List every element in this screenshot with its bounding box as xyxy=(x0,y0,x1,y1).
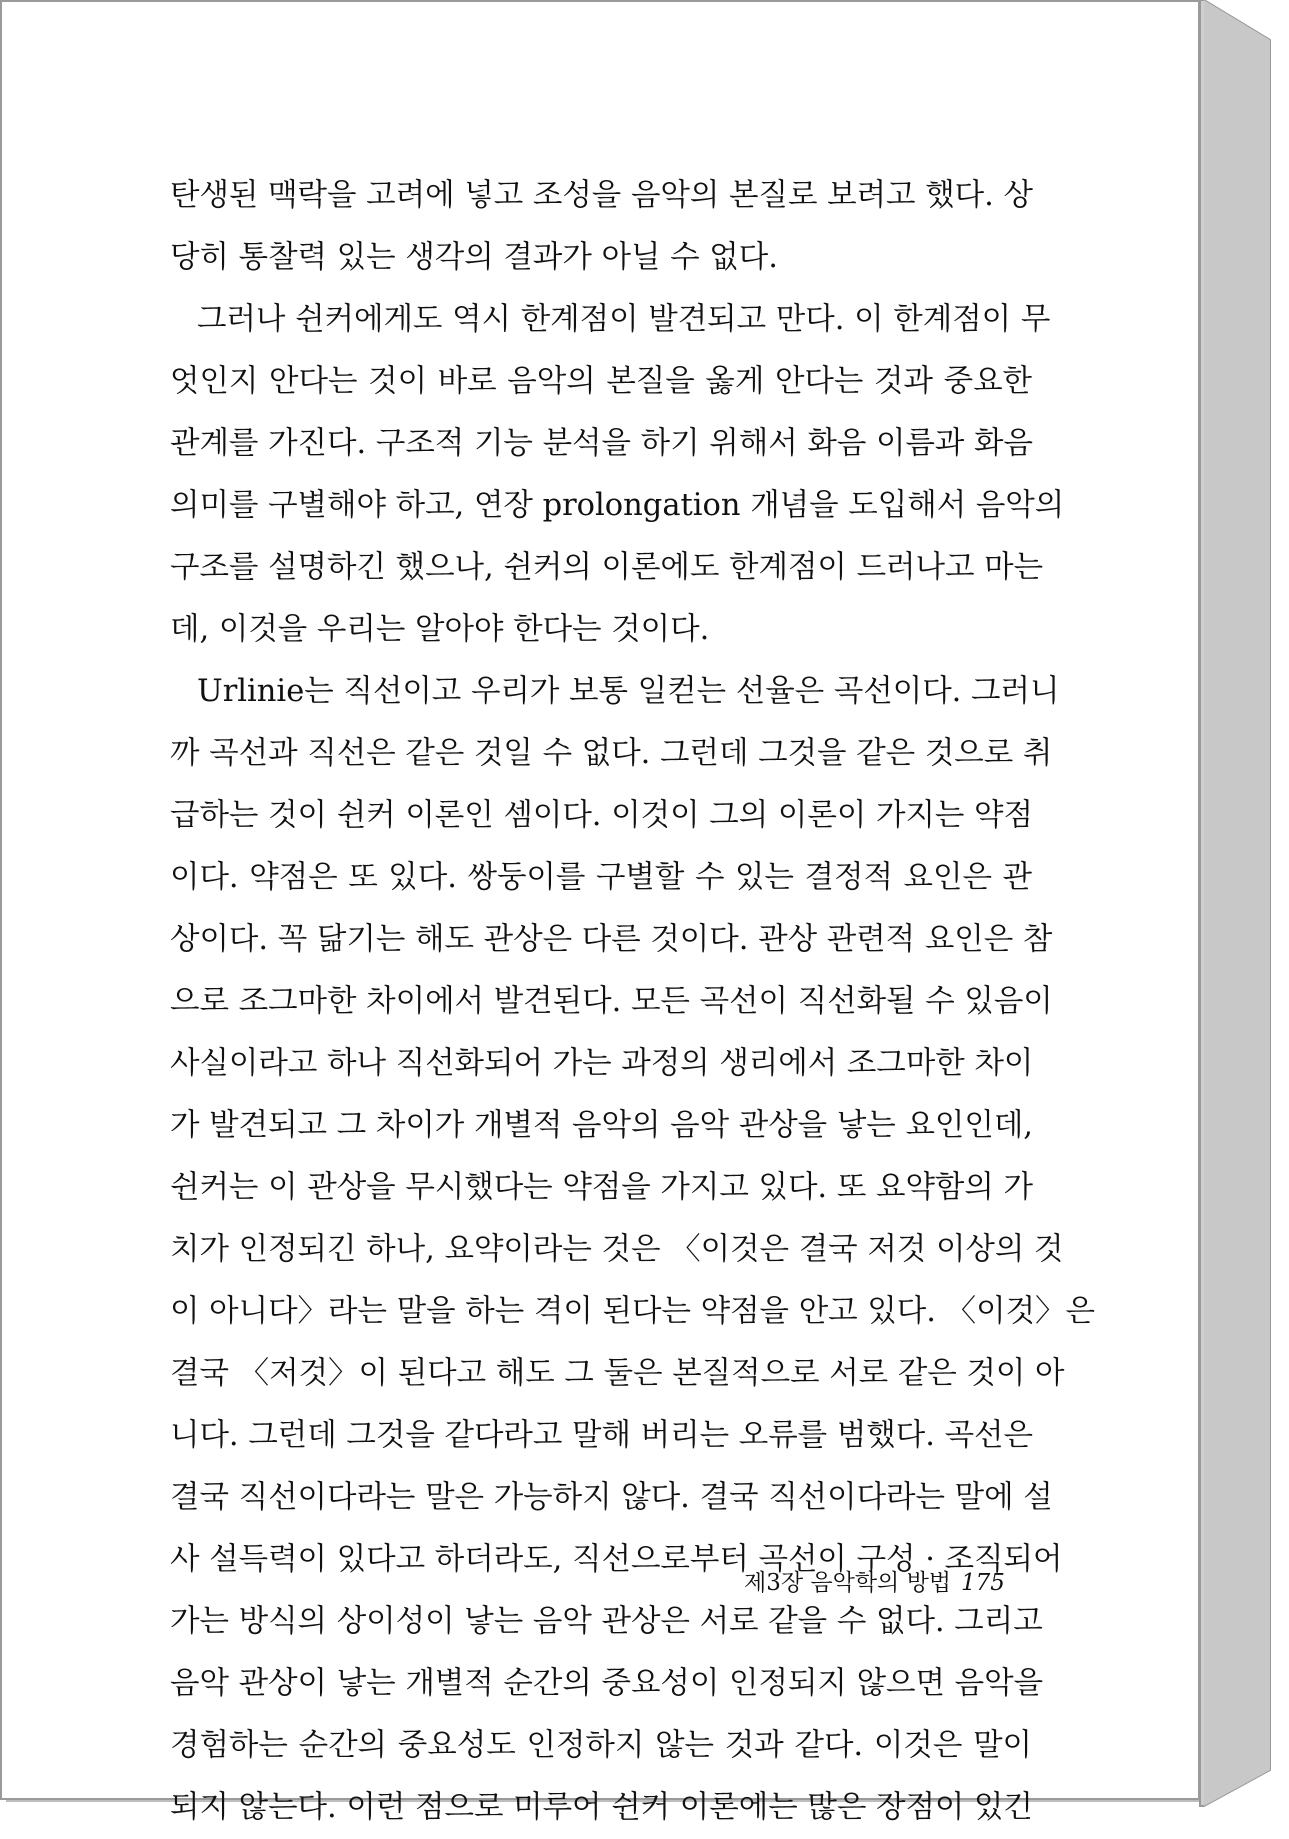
text-line: 구조를 설명하긴 했으나, 쉰커의 이론에도 한계점이 드러나고 마는 xyxy=(170,550,1044,585)
text-line: 되지 않는다. 이런 점으로 미루어 쉰커 이론에는 많은 장점이 있긴 xyxy=(170,1790,1033,1825)
text-line: 엇인지 안다는 것이 바로 음악의 본질을 옳게 안다는 것과 중요한 xyxy=(170,364,1032,399)
page-number: 175 xyxy=(961,1570,1005,1596)
text-line: 음악 관상이 낳는 개별적 순간의 중요성이 인정되지 않으면 음악을 xyxy=(170,1666,1044,1701)
text-line: 이 아니다〉라는 말을 하는 격이 된다는 약점을 안고 있다. 〈이것〉은 xyxy=(170,1294,1096,1329)
text-line: 데, 이것을 우리는 알아야 한다는 것이다. xyxy=(170,612,710,647)
text-line: 상이다. 꼭 닮기는 해도 관상은 다른 것이다. 관상 관련적 요인은 참 xyxy=(170,922,1053,957)
text-line: 이다. 약점은 또 있다. 쌍둥이를 구별할 수 있는 결정적 요인은 관 xyxy=(170,860,1032,895)
text-line: 그러나 쉰커에게도 역시 한계점이 발견되고 만다. 이 한계점이 무 xyxy=(197,302,1051,337)
text-line: Urlinie는 직선이고 우리가 보통 일컫는 선율은 곡선이다. 그러니 xyxy=(197,674,1060,709)
text-line: 쉰커는 이 관상을 무시했다는 약점을 가지고 있다. 또 요약함의 가 xyxy=(170,1170,1033,1205)
text-line: 경험하는 순간의 중요성도 인정하지 않는 것과 같다. 이것은 말이 xyxy=(170,1728,1032,1763)
text-line: 당히 통찰력 있는 생각의 결과가 아닐 수 없다. xyxy=(170,240,778,275)
text-line: 가 발견되고 그 차이가 개별적 음악의 음악 관상을 낳는 요인인데, xyxy=(170,1108,1033,1143)
text-line: 사 설득력이 있다고 하더라도, 직선으로부터 곡선이 구성 · 조직되어 xyxy=(170,1542,1063,1577)
chapter-title: 제3장 음악학의 방법 xyxy=(744,1570,951,1596)
text-line: 치가 인정되긴 하나, 요약이라는 것은 〈이것은 결국 저것 이상의 것 xyxy=(170,1232,1064,1267)
text-line: 급하는 것이 쉰커 이론인 셈이다. 이것이 그의 이론이 가지는 약점 xyxy=(170,798,1033,833)
text-line: 의미를 구별해야 하고, 연장 prolongation 개념을 도입해서 음악의 xyxy=(170,488,1065,523)
text-line: 까 곡선과 직선은 같은 것일 수 없다. 그런데 그것을 같은 것으로 취 xyxy=(170,736,1053,771)
running-footer xyxy=(744,1563,1004,1603)
text-line: 니다. 그런데 그것을 같다라고 말해 버리는 오류를 범했다. 곡선은 xyxy=(170,1418,1033,1453)
text-line: 결국 〈저것〉이 된다고 해도 그 둘은 본질적으로 서로 같은 것이 아 xyxy=(170,1356,1065,1391)
text-line: 관계를 가진다. 구조적 기능 분석을 하기 위해서 화음 이름과 화음 xyxy=(170,426,1033,461)
text-line: 사실이라고 하나 직선화되어 가는 과정의 생리에서 조그마한 차이 xyxy=(170,1046,1034,1081)
text-line: 탄생된 맥락을 고려에 넣고 조성을 음악의 본질로 보려고 했다. 상 xyxy=(170,178,1033,213)
text-line: 결국 직선이다라는 말은 가능하지 않다. 결국 직선이다라는 말에 설 xyxy=(170,1480,1053,1515)
book-spine xyxy=(1200,0,1289,1806)
text-line: 가는 방식의 상이성이 낳는 음악 관상은 서로 같을 수 없다. 그리고 xyxy=(170,1604,1043,1639)
text-line: 으로 조그마한 차이에서 발견된다. 모든 곡선이 직선화될 수 있음이 xyxy=(170,984,1053,1019)
